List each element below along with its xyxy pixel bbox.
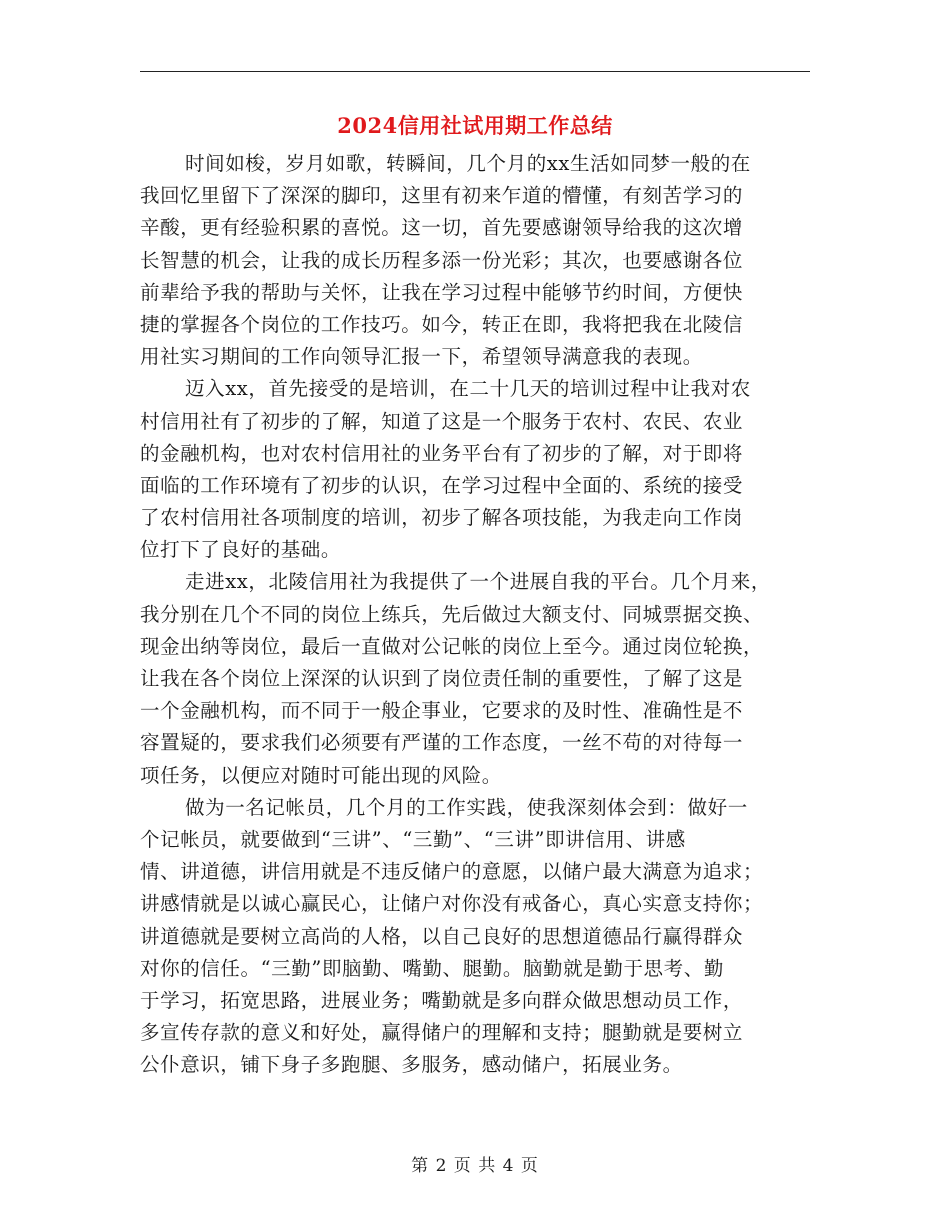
text-line: 情、讲道德，讲信用就是不违反储户的意愿，以储户最大满意为追求； (140, 860, 764, 884)
text-line: 了农村信用社各项制度的培训，初步了解各项技能，为我走向工作岗 (140, 506, 744, 530)
text-line: 我分别在几个不同的岗位上练兵，先后做过大额支付、同城票据交换、 (140, 602, 764, 626)
paragraph-4 (140, 792, 810, 1082)
text-line: 现金出纳等岗位，最后一直做对公记帐的岗位上至今。通过岗位轮换， (140, 634, 764, 658)
text-line: 位打下了良好的基础。 (140, 538, 342, 562)
paragraph-2 (140, 373, 810, 566)
text-line: 长智慧的机会，让我的成长历程多添一份光彩；其次，也要感谢各位 (140, 248, 744, 272)
text-line: 多宣传存款的意义和好处，赢得储户的理解和支持；腿勤就是要树立 (140, 1021, 744, 1045)
text-line: 捷的掌握各个岗位的工作技巧。如今，转正在即，我将把我在北陵信 (140, 312, 744, 336)
text-line: 讲感情就是以诚心赢民心，让储户对你没有戒备心，真心实意支持你； (140, 892, 764, 916)
text-line: 讲道德就是要树立高尚的人格，以自己良好的思想道德品行赢得群众 (140, 924, 744, 948)
text-line: 个记帐员，就要做到“三讲”、“三勤”、“三讲”即讲信用、讲感 (140, 827, 686, 851)
text-line: 容置疑的，要求我们必须要有严谨的工作态度，一丝不苟的对待每一 (140, 731, 744, 755)
text-line: 走进xx，北陵信用社为我提供了一个进展自我的平台。几个月来， (185, 570, 771, 594)
paragraph-3 (140, 566, 810, 791)
text-line: 我回忆里留下了深深的脚印，这里有初来乍道的懵懂，有刻苦学习的 (140, 184, 744, 208)
page-footer: 第 2 页 共 4 页 (411, 1156, 539, 1176)
text-line: 用社实习期间的工作向领导汇报一下，希望领导满意我的表现。 (140, 345, 703, 369)
header-rule (140, 71, 810, 72)
text-line: 让我在各个岗位上深深的认识到了岗位责任制的重要性，了解了这是 (140, 667, 744, 690)
text-line: 于学习，拓宽思路，进展业务；嘴勤就是多向群众做思想动员工作， (140, 988, 744, 1012)
document-body (140, 148, 810, 1081)
text-line: 对你的信任。“三勤”即脑勤、嘴勤、腿勤。脑勤就是勤于思考、勤 (140, 956, 724, 980)
text-line: 一个金融机构，而不同于一般企事业，它要求的及时性、准确性是不 (140, 699, 744, 723)
text-line: 前辈给予我的帮助与关怀，让我在学习过程中能够节约时间，方便快 (140, 280, 744, 304)
text-line: 公仆意识，铺下身子多跑腿、多服务，感动储户，拓展业务。 (140, 1053, 683, 1077)
text-line: 时间如梭，岁月如歌，转瞬间，几个月的xx生活如同梦一般的在 (185, 152, 751, 175)
document-title: 2024信用社试用期工作总结 (337, 113, 613, 138)
text-line: 迈入xx，首先接受的是培训，在二十几天的培训过程中让我对农 (185, 377, 751, 401)
text-line: 的金融机构，也对农村信用社的业务平台有了初步的了解，对于即将 (140, 441, 744, 465)
text-line: 面临的工作环境有了初步的认识，在学习过程中全面的、系统的接受 (140, 473, 744, 497)
text-line: 项任务，以便应对随时可能出现的风险。 (140, 763, 502, 787)
text-line: 做为一名记帐员，几个月的工作实践，使我深刻体会到：做好一 (185, 795, 748, 819)
text-line: 辛酸，更有经验积累的喜悦。这一切，首先要感谢领导给我的这次增 (140, 216, 744, 240)
paragraph-1 (140, 148, 810, 373)
text-line: 村信用社有了初步的了解，知道了这是一个服务于农村、农民、农业 (140, 409, 744, 433)
